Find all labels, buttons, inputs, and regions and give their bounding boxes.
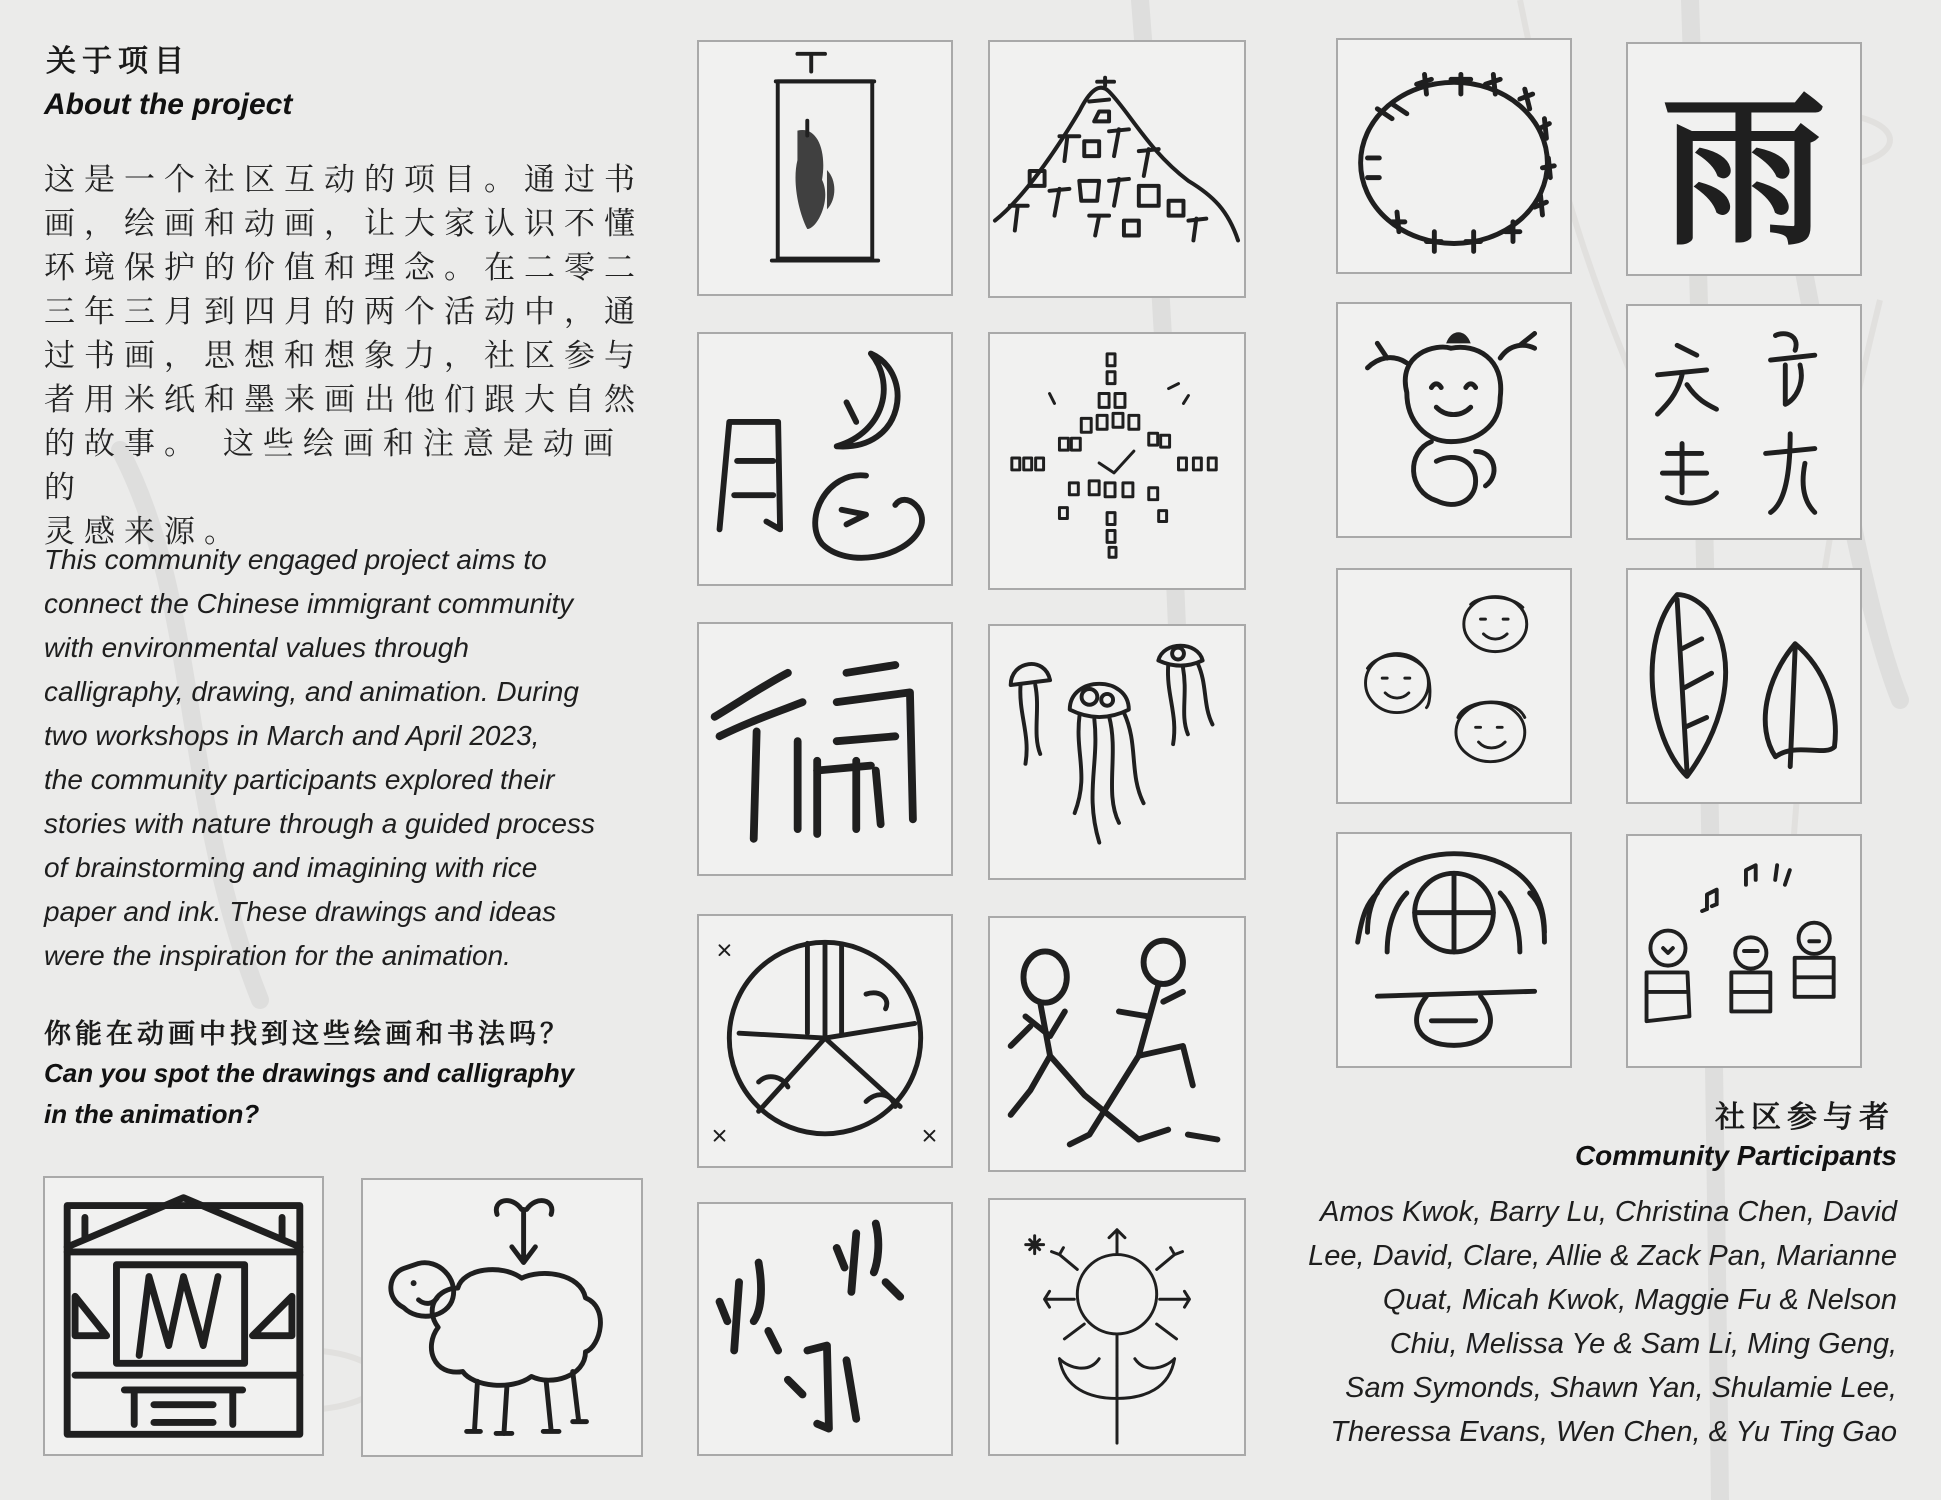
tile-dancers <box>988 916 1246 1172</box>
rain-glyph: 雨 <box>1661 74 1827 270</box>
spot-heading-en-line1: Can you spot the drawings and calligraphy <box>44 1058 575 1088</box>
participants-names: Amos Kwok, Barry Lu, Christina Chen, David Lee, David, Clare, Allie & Zack Pan, Marianne Quat, Micah Kwok, Maggie Fu & Nelson Chiu, Melissa Ye & Sam Li, Ming Geng, Sam Symonds, Shawn Yan, Shulamie Lee, Theressa Evans, Wen Chen, & Yu Ting Gao <box>1308 1196 1897 1448</box>
leaves-drawing <box>1628 570 1860 802</box>
tile-sun-flower <box>988 1198 1246 1456</box>
character-circle-drawing <box>1338 40 1570 272</box>
moon-drawing <box>699 334 951 584</box>
tile-sheep <box>361 1178 643 1457</box>
tile-water-strokes <box>697 1202 953 1456</box>
tile-four-characters <box>1626 304 1862 540</box>
participants-heading-en: Community Participants <box>1574 1140 1897 1171</box>
tile-globe <box>697 914 953 1168</box>
jellyfish-drawing <box>990 626 1244 878</box>
tile-singers <box>1626 834 1862 1068</box>
house-window-drawing <box>45 1178 322 1454</box>
spot-heading-zh: 你能在动画中找到这些绘画和书法吗？ <box>44 1019 571 1050</box>
about-body-en: This community engaged project aims to connect the Chinese immigrant community with environmental values through calligraphy, drawing, and animation. During two workshops in March and April 2023, the community participants explored their stories with nature through a guided process of brainstorming and imagining with rice paper and ink. These drawings and ideas were the inspiration for the animation. <box>44 544 595 971</box>
rain-character-drawing <box>1628 44 1860 274</box>
about-heading-en: About the project <box>44 88 293 121</box>
hanging-scroll-drawing <box>699 42 951 294</box>
tile-character-circle <box>1336 38 1572 274</box>
star-characters-drawing <box>990 334 1244 588</box>
tile-jellyfish <box>988 624 1246 880</box>
tile-leaves <box>1626 568 1862 804</box>
participants-heading-zh: 社区参与者 <box>1715 1100 1895 1135</box>
about-body-zh: 这是一个社区互动的项目。通过书 画，绘画和动画，让大家认识不懂 环境保护的价值和理念。在二零二 三年三月到四月的两个活动中，通 过书画，思想和想象力，社区参与 者用米纸和墨来画出他们跟大自然 的故事。 这些绘画和注意是动画的 灵感来源。 <box>44 162 644 550</box>
tile-character-river <box>697 622 953 876</box>
globe-drawing <box>699 916 951 1166</box>
character-calligraphy-drawing <box>699 624 951 874</box>
tile-rain-character <box>1626 42 1862 276</box>
dancing-figures-drawing <box>990 918 1244 1170</box>
water-calligraphy-drawing <box>699 1204 951 1454</box>
tile-moon <box>697 332 953 586</box>
spot-heading-en-line2: in the animation? <box>44 1099 260 1129</box>
about-heading-zh: 关于项目 <box>46 44 190 79</box>
tile-faces <box>1336 568 1572 804</box>
tile-mushroom-figure <box>1336 832 1572 1068</box>
mushroom-figure-drawing <box>1338 834 1570 1066</box>
tile-house-window <box>43 1176 324 1456</box>
mountain-characters-drawing <box>990 42 1244 296</box>
tile-mountain-characters <box>988 40 1246 298</box>
tile-scroll <box>697 40 953 296</box>
baby-figure-drawing <box>1338 304 1570 536</box>
sun-flower-drawing <box>990 1200 1244 1454</box>
four-characters-drawing <box>1628 306 1860 538</box>
singing-figures-drawing <box>1628 836 1860 1066</box>
sheep-drawing <box>363 1180 641 1455</box>
three-faces-drawing <box>1338 570 1570 802</box>
tile-star-characters <box>988 332 1246 590</box>
tile-baby <box>1336 302 1572 538</box>
